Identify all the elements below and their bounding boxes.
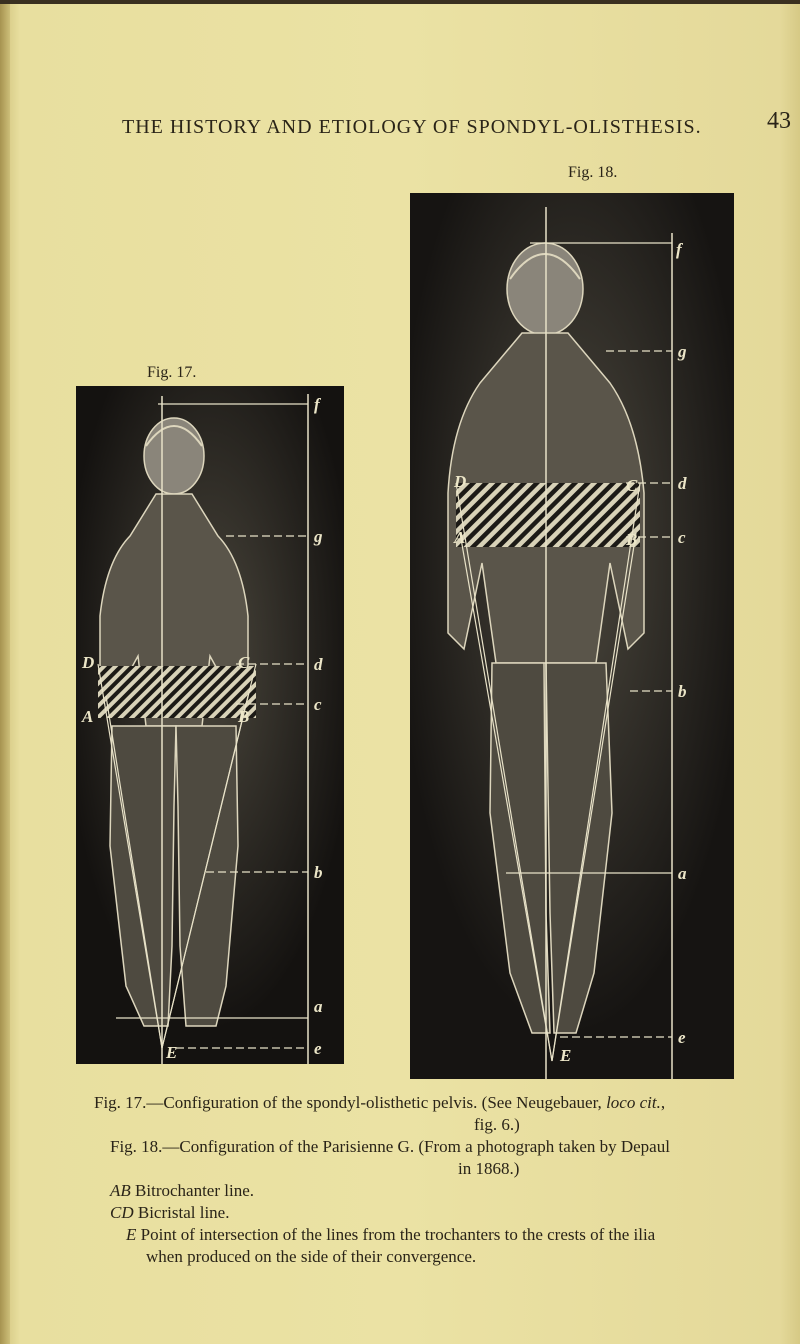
fig17-letter-B: B	[238, 707, 250, 726]
fig17-letter-c: c	[314, 695, 322, 714]
fig18-letter-c: c	[678, 528, 686, 547]
figure-17-plate	[76, 386, 344, 1064]
legend-item-cd	[110, 1202, 800, 1224]
fig17-letter-A: A	[82, 707, 94, 726]
legend-item-ab	[110, 1180, 800, 1202]
fig17-letter-C: C	[238, 653, 250, 672]
fig18-letter-C: C	[626, 476, 638, 495]
fig17-letter-b: b	[314, 863, 323, 882]
fig17-letter-e: e	[314, 1039, 322, 1058]
caption-fig17-tail: ,	[660, 1093, 666, 1112]
fig18-letter-g: g	[678, 342, 687, 361]
running-head-title: THE HISTORY AND ETIOLOGY OF SPONDYL-OLISTHESIS.	[122, 116, 702, 138]
fig18-letter-A: A	[454, 528, 466, 547]
legend-text-cd: Bicristal line.	[133, 1203, 230, 1222]
fig17-letter-d: d	[314, 655, 323, 674]
fig18-letter-E: E	[560, 1046, 572, 1065]
caption-fig17-lead: Fig. 17.—Configuration of the spondyl-olisthetic pelvis. (See Neugebauer,	[94, 1093, 607, 1112]
legend-item-e-continued: when produced on the side of their convergence.	[146, 1247, 477, 1266]
caption-fig17-continued: fig. 6.)	[474, 1115, 520, 1134]
legend-key-e: E	[126, 1225, 137, 1244]
fig17-letter-f: f	[314, 395, 320, 414]
fig18-letter-a: a	[678, 864, 687, 883]
fig18-letter-e: e	[678, 1028, 686, 1047]
fig17-letter-a: a	[314, 997, 323, 1016]
fig17-letter-D: D	[82, 653, 95, 672]
caption-fig17-italic: loco cit.	[606, 1093, 661, 1112]
fig17-letter-E: E	[166, 1043, 178, 1062]
caption-fig18-line1: Fig. 18.—Configuration of the Parisienne G. (From a photograph taken by Depaul	[110, 1137, 670, 1156]
legend-key-cd: CD	[110, 1203, 134, 1222]
fig18-letter-f: f	[676, 240, 682, 259]
fig17-letter-g: g	[314, 527, 323, 546]
caption-fig18-line2: in 1868.)	[458, 1159, 520, 1178]
figure-17-label: Fig. 17.	[147, 364, 197, 381]
page-binding-edge	[0, 0, 10, 1344]
legend-text-ab: Bitrochanter line.	[130, 1181, 254, 1200]
fig18-letter-D: D	[454, 472, 467, 491]
page-number: 43	[767, 108, 791, 134]
caption-fig17	[94, 1092, 784, 1114]
page-top-edge	[0, 0, 800, 4]
fig18-letter-d: d	[678, 474, 687, 493]
fig18-letter-B: B	[626, 530, 638, 549]
legend-key-ab: AB	[110, 1181, 131, 1200]
legend-text-e: Point of intersection of the lines from the trochanters to the crests of the ilia	[136, 1225, 656, 1244]
figure-18-plate	[410, 193, 734, 1079]
fig18-letter-b: b	[678, 682, 687, 701]
figure-17-drawing	[76, 386, 344, 1064]
figure-18-drawing	[410, 193, 734, 1079]
legend-item-e	[126, 1224, 800, 1246]
figure-18-label: Fig. 18.	[568, 164, 618, 181]
